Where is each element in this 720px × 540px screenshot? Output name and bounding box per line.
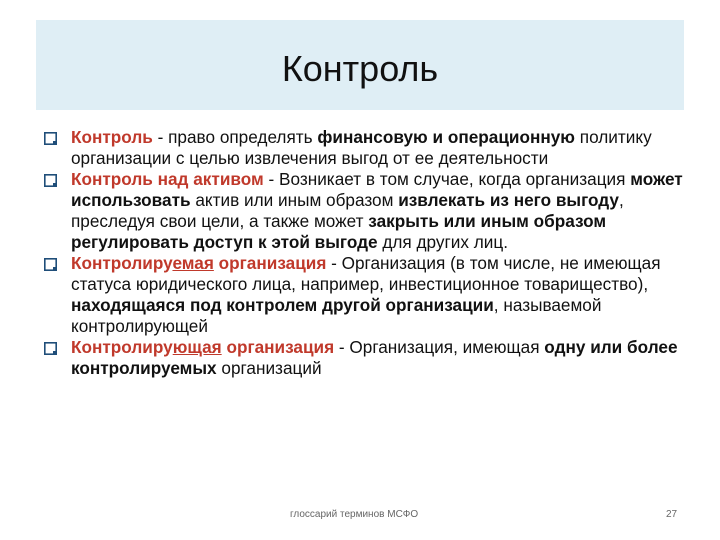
- text: - Организация, имеющая: [334, 337, 545, 357]
- bold-text: закрыть или иным образом регулировать доступ к этой выгоде: [71, 211, 607, 252]
- term: Контроль над активом: [71, 169, 264, 189]
- term-prefix: Контролиру: [71, 253, 173, 273]
- bold-text: одну или более контролируемых: [71, 337, 678, 378]
- checkbox-square-icon: [44, 174, 57, 187]
- list-item: [44, 169, 684, 253]
- text: - Возникает в том случае, когда организация: [263, 169, 631, 189]
- term: Контроль: [71, 127, 153, 147]
- text: организаций: [216, 358, 322, 378]
- text: для других лиц.: [377, 232, 508, 252]
- bold-text: извлекать из него выгоду: [398, 190, 619, 210]
- text: - право определять: [152, 127, 318, 147]
- checkbox-square-icon: [44, 258, 57, 271]
- text: политику организации с целью извлечения выгод от ее деятельности: [71, 127, 652, 168]
- term-prefix: Контролиру: [71, 337, 173, 357]
- list-item: [44, 127, 684, 169]
- text: , называемой контролирующей: [71, 295, 602, 336]
- term-underlined: ющая: [172, 337, 222, 357]
- bullet-list: [44, 127, 684, 379]
- bold-text: может использовать: [71, 169, 683, 210]
- slide-title: Контроль: [281, 48, 439, 89]
- list-item: [44, 253, 684, 337]
- text: , преследуя свои цели, а также может: [71, 190, 624, 231]
- footer-label: глоссарий терминов МСФО: [290, 509, 419, 520]
- text: - Организация (в том числе, не имеющая статуса юридического лица, например, инвестиционное товарищество),: [71, 253, 661, 294]
- title-band: [36, 20, 684, 110]
- checkbox-square-icon: [44, 342, 57, 355]
- term-suffix: организация: [213, 253, 327, 273]
- list-item: [44, 337, 684, 379]
- term: [71, 253, 326, 273]
- term-underlined: емая: [172, 253, 214, 273]
- term-suffix: организация: [221, 337, 335, 357]
- bold-text: финансовую и операционную: [317, 127, 575, 147]
- bold-text: находящаяся под контролем другой организации: [71, 295, 494, 315]
- page-number: 27: [666, 509, 678, 520]
- text: актив или иным образом: [190, 190, 399, 210]
- term: [71, 337, 334, 357]
- checkbox-square-icon: [44, 132, 57, 145]
